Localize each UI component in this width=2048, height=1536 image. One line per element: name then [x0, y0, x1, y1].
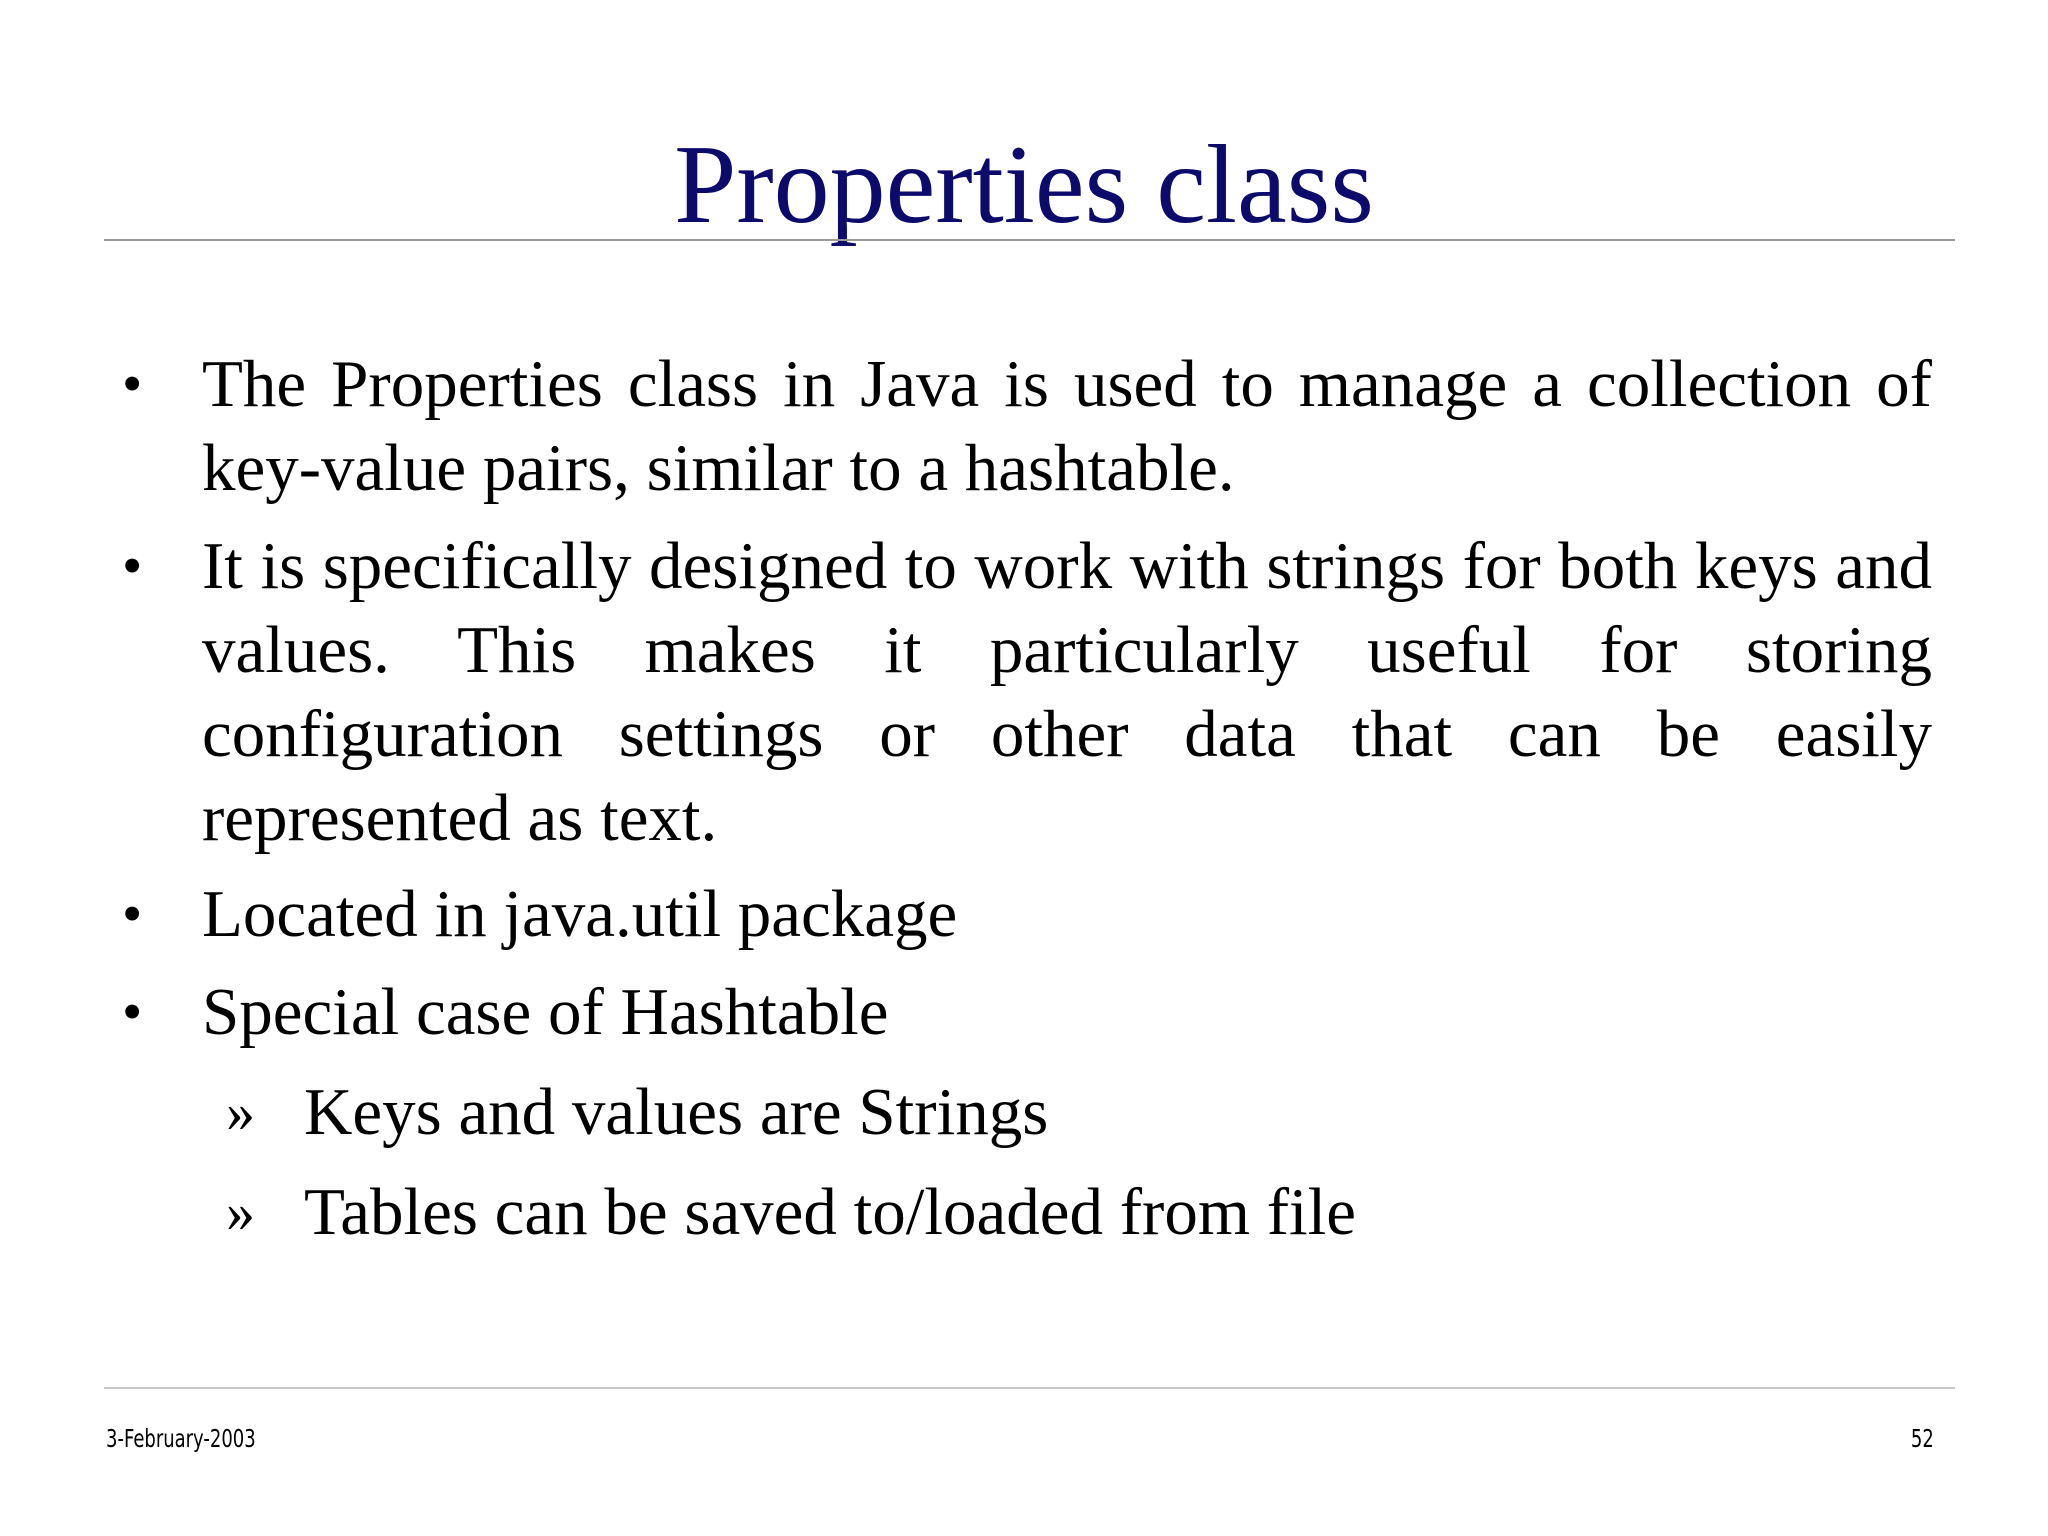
slide-title: Properties class [674, 123, 1374, 247]
sub-bullet-item [0, 1070, 2048, 1156]
bullet-text: Special case of Hashtable [202, 975, 889, 1049]
bullet-marker: • [122, 533, 143, 598]
bullet-item [0, 970, 2048, 1056]
sub-bullet-item [0, 1170, 2048, 1256]
bullet-item [0, 872, 2048, 958]
title-divider [104, 239, 1955, 241]
bullet-marker: • [122, 351, 143, 416]
bullet-text: The Properties class in Java is used to manage a collection of key-value pairs, similar to a hashtable. [202, 347, 1932, 505]
slide-body [0, 342, 2048, 1256]
slide-number: 52 [1911, 1424, 1934, 1453]
sub-bullet-text: Keys and values are Strings [304, 1075, 1049, 1149]
sub-bullet-marker: » [226, 1179, 255, 1244]
bullet-text: It is specifically designed to work with strings for both keys and values. This makes it particularly useful for storing configuration settings or other data that can be easily represented as text. [202, 529, 1932, 855]
sub-bullet-text: Tables can be saved to/loaded from file [304, 1175, 1357, 1249]
bullet-marker: • [122, 881, 143, 946]
bullet-marker: • [122, 979, 143, 1044]
bullet-item [0, 342, 2048, 512]
footer-date: 3-February-2003 [106, 1424, 256, 1453]
sub-bullet-marker: » [226, 1079, 255, 1144]
footer-divider [104, 1387, 1955, 1389]
bullet-item [0, 524, 2048, 860]
bullet-text: Located in java.util package [202, 877, 958, 951]
